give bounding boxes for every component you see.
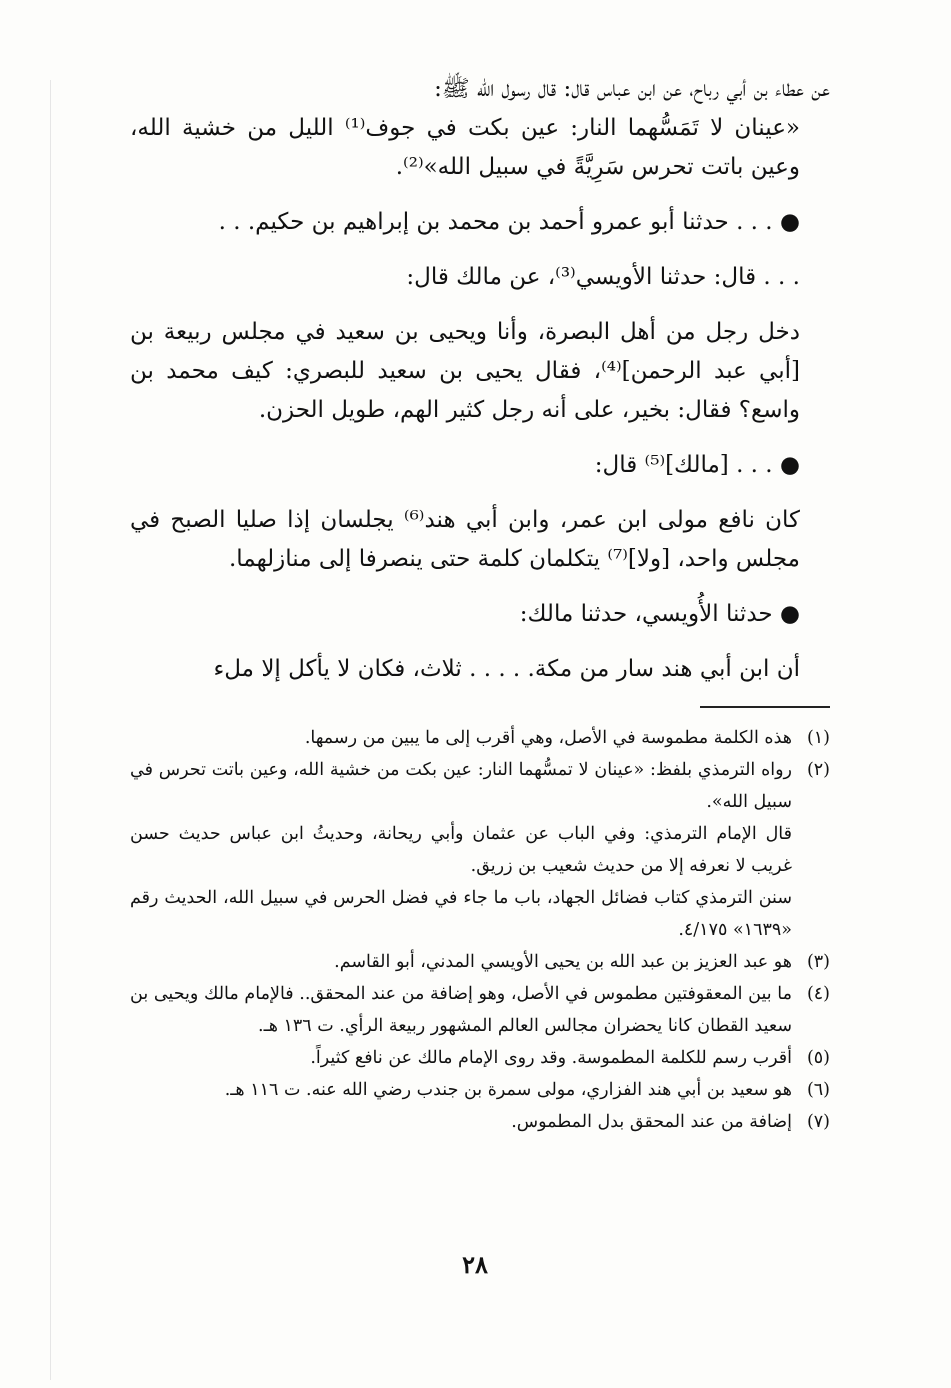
footnote-line: قال الإمام الترمذي: وفي الباب عن عثمان وأبي ريحانة، وحديثُ ابن عباس حديث حسن غريب لا نعرفه إلا من حديث شعيب بن زريق.: [130, 824, 792, 876]
footnote-line: رواه الترمذي بلفظ: «عينان لا تمسُّهما النار: عين بكت من خشية الله، وعين باتت تحرس في سبيل الله».: [130, 760, 792, 812]
footnote-line: هذه الكلمة مطموسة في الأصل، وهي أقرب إلى ما يبين من رسمها.: [304, 728, 792, 748]
footnote-line: هو سعيد بن أبي هند الفزاري، مولى سمرة بن جندب رضي الله عنه. ت ١١٦ هـ.: [224, 1080, 792, 1100]
footnote-text: [130, 1074, 792, 1106]
paragraph-chain-2: . . . قال: حدثنا الأويسي⁽³⁾، عن مالك قال:: [406, 264, 800, 290]
footnote-number: (١): [806, 728, 830, 748]
scan-margin-line: [50, 80, 51, 1380]
paragraph-chain-4: ● حدثنا الأُويسي، حدثنا مالك:: [519, 601, 800, 627]
paragraph-hadith: «عينان لا تَمَسُّهما النار: عين بكت في جوف⁽¹⁾ الليل من خشية الله، وعين باتت تحرس سَرِيَّةً في سبيل الله»⁽²⁾.: [130, 115, 800, 180]
footnote-number: (٦): [806, 1080, 830, 1100]
footnote: [130, 978, 830, 1042]
footnote-text: [130, 978, 792, 1042]
footnote-separator: [700, 706, 830, 708]
paragraph-nafi: كان نافع مولى ابن عمر، وابن أبي هند⁽⁶⁾ يجلسان إذا صليا الصبح في مجلس واحد، [ولا]⁽⁷⁾ يتكلمان كلمة حتى ينصرفا إلى منازلهما.: [130, 507, 800, 572]
page-number: ٢٨: [462, 1250, 488, 1279]
footnote-text: [130, 754, 792, 946]
paragraph-chain-3: ● . . . [مالك]⁽⁵⁾ قال:: [594, 452, 800, 478]
footnote-number: (٣): [806, 952, 830, 972]
footnote-number: (٧): [806, 1112, 830, 1132]
footnotes: [130, 722, 830, 1138]
footnote: [130, 754, 830, 946]
footnote-text: [130, 946, 792, 978]
footnote-line: إضافة من عند المحقق بدل المطموس.: [511, 1112, 792, 1132]
footnote-text: [130, 722, 792, 754]
footnote: [130, 722, 830, 754]
footnote-line: أقرب رسم للكلمة المطموسة. وقد روى الإمام مالك عن نافع كثيراً.: [310, 1048, 792, 1068]
footnote-line: سنن الترمذي كتاب فضائل الجهاد، باب ما جاء في فضل الحرس في سبيل الله، الحديث رقم «١٦٣٩» ٤/١٧٥.: [130, 888, 792, 940]
footnote-number: (٢): [806, 760, 830, 780]
footnote-line: هو عبد العزيز بن عبد الله بن يحيى الأويسي المدني، أبو القاسم.: [334, 952, 792, 972]
paragraph-ibn-abi-hind: أن ابن أبي هند سار من مكة. . . . . ثلاث، فكان لا يأكل إلا ملء: [213, 656, 800, 682]
paragraph-isnad: عن عطاء بن أبي رباح، عن ابن عباس قال: قال رسول الله ﷺ:: [434, 76, 830, 102]
footnote: [130, 1042, 830, 1074]
main-text: [130, 70, 830, 689]
footnote: [130, 1106, 830, 1138]
footnote-text: [130, 1042, 792, 1074]
footnote-number: (٤): [806, 984, 830, 1004]
paragraph-chain-1: ● . . . حدثنا أبو عمرو أحمد بن محمد بن إبراهيم بن حكيم. . .: [218, 209, 800, 235]
footnote-number: (٥): [806, 1048, 830, 1068]
paragraph-story: دخل رجل من أهل البصرة، وأنا ويحيى بن سعيد في مجلس ربيعة بن [أبي عبد الرحمن]⁽⁴⁾، فقال يحيى بن سعيد للبصري: كيف محمد بن واسع؟ فقال: بخير، على أنه رجل كثير الهم، طويل الحزن.: [130, 319, 800, 423]
footnote-line: ما بين المعقوفتين مطموس في الأصل، وهو إضافة من عند المحقق.. فالإمام مالك ويحيى بن سعيد القطان كانا يحضران مجالس العالم المشهور ربيعة الرأي. ت ١٣٦ هـ.: [130, 984, 792, 1036]
footnote-text: [130, 1106, 792, 1138]
footnote: [130, 1074, 830, 1106]
footnote: [130, 946, 830, 978]
